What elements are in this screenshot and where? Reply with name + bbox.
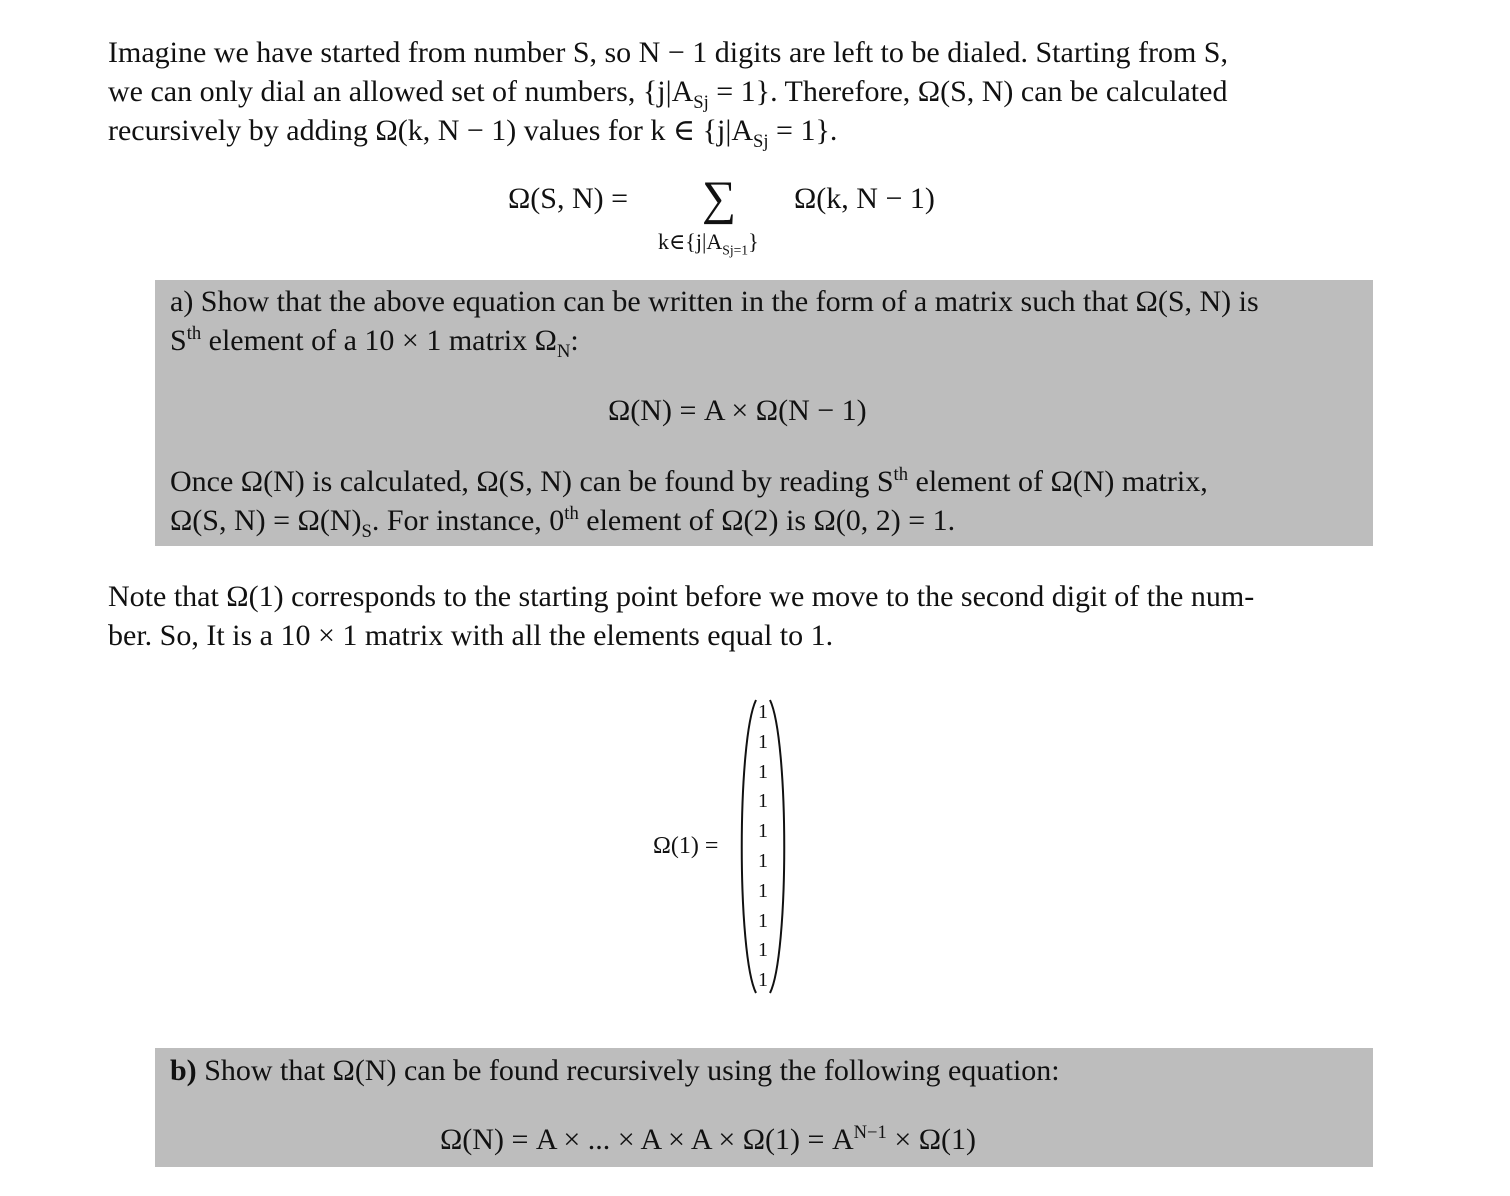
question-a-line-2-mid: element of a 10 × 1 matrix Ω xyxy=(201,324,557,357)
question-a-line-2-sup: th xyxy=(186,323,202,344)
question-a-line-4-pre: Ω(S, N) = Ω(N) xyxy=(170,504,362,537)
matrix-entry: 1 xyxy=(758,701,768,723)
eq1-sigma: ∑ xyxy=(702,172,737,225)
matrix-entry: 1 xyxy=(758,939,768,962)
matrix-entry: 1 xyxy=(758,790,768,813)
intro-line-2-sub: Sj xyxy=(693,92,709,113)
intro-line-3-text: recursively by adding Ω(k, N − 1) values for k ∈ {j|A xyxy=(108,114,754,147)
matrix-entry: 1 xyxy=(758,730,768,753)
question-b-label: b) xyxy=(170,1054,197,1087)
question-a-line-3-pre: Once Ω(N) is calculated, Ω(S, N) can be found by reading S xyxy=(170,465,894,498)
matrix-entry: 1 xyxy=(758,850,768,872)
question-a-line-3-sup: th xyxy=(893,464,908,485)
note-line-1: Note that Ω(1) corresponds to the starting point before we move to the second digit of the num- xyxy=(108,580,1255,613)
intro-line-2-rest: = 1}. Therefore, Ω(S, N) can be calculated xyxy=(708,75,1228,108)
matrix-entry: 1 xyxy=(758,820,768,843)
intro-line-3-rest: = 1}. xyxy=(768,114,838,147)
question-a-line-2-end: : xyxy=(570,324,579,357)
intro-line-2-text: we can only dial an allowed set of numbers, {j|A xyxy=(108,75,694,108)
question-b-line-1 xyxy=(170,1056,1060,1086)
question-a-line-2-sub: N xyxy=(556,341,571,362)
question-b-text: Show that Ω(N) can be found recursively using the following equation: xyxy=(196,1054,1060,1087)
intro-line-1: Imagine we have started from number S, so N − 1 digits are left to be dialed. Starting from S, xyxy=(108,36,1228,69)
question-a-equation: Ω(N) = A × Ω(N − 1) xyxy=(608,394,867,427)
question-b-equation-post: × Ω(1) xyxy=(886,1123,977,1156)
question-a-line-4-sup: th xyxy=(564,503,579,524)
note-line-2: ber. So, It is a 10 × 1 matrix with all the elements equal to 1. xyxy=(108,619,834,652)
question-a-line-4-mid: . For instance, 0 xyxy=(371,504,565,537)
question-a-line-2-pre: S xyxy=(170,324,187,357)
question-a-line-3-post: element of Ω(N) matrix, xyxy=(908,465,1208,498)
matrix-entry: 1 xyxy=(758,879,768,902)
matrix-entry: 1 xyxy=(758,969,768,992)
matrix-lhs: Ω(1) = xyxy=(653,833,719,859)
matrix-entry: 1 xyxy=(758,909,768,932)
eq1-under-text: k∈{j|A xyxy=(658,229,723,254)
eq1-lhs: Ω(S, N) = xyxy=(508,182,629,215)
eq1-rhs: Ω(k, N − 1) xyxy=(794,182,935,215)
question-b-equation-sup: N−1 xyxy=(853,1122,887,1143)
eq1-under-rest: } xyxy=(748,229,759,254)
question-a-line-4-post: element of Ω(2) is Ω(0, 2) = 1. xyxy=(578,504,956,537)
question-b-equation xyxy=(440,1122,977,1156)
intro-line-3-sub: Sj xyxy=(753,131,769,152)
question-a-line-4-sub: S xyxy=(361,521,372,542)
question-b-equation-pre: Ω(N) = A × ... × A × A × Ω(1) = A xyxy=(440,1123,854,1156)
eq1-under-sub: Sj=1 xyxy=(722,242,749,258)
matrix-entry: 1 xyxy=(758,760,768,783)
question-a-line-1: a) Show that the above equation can be written in the form of a matrix such that Ω(S, N) is xyxy=(170,285,1259,318)
